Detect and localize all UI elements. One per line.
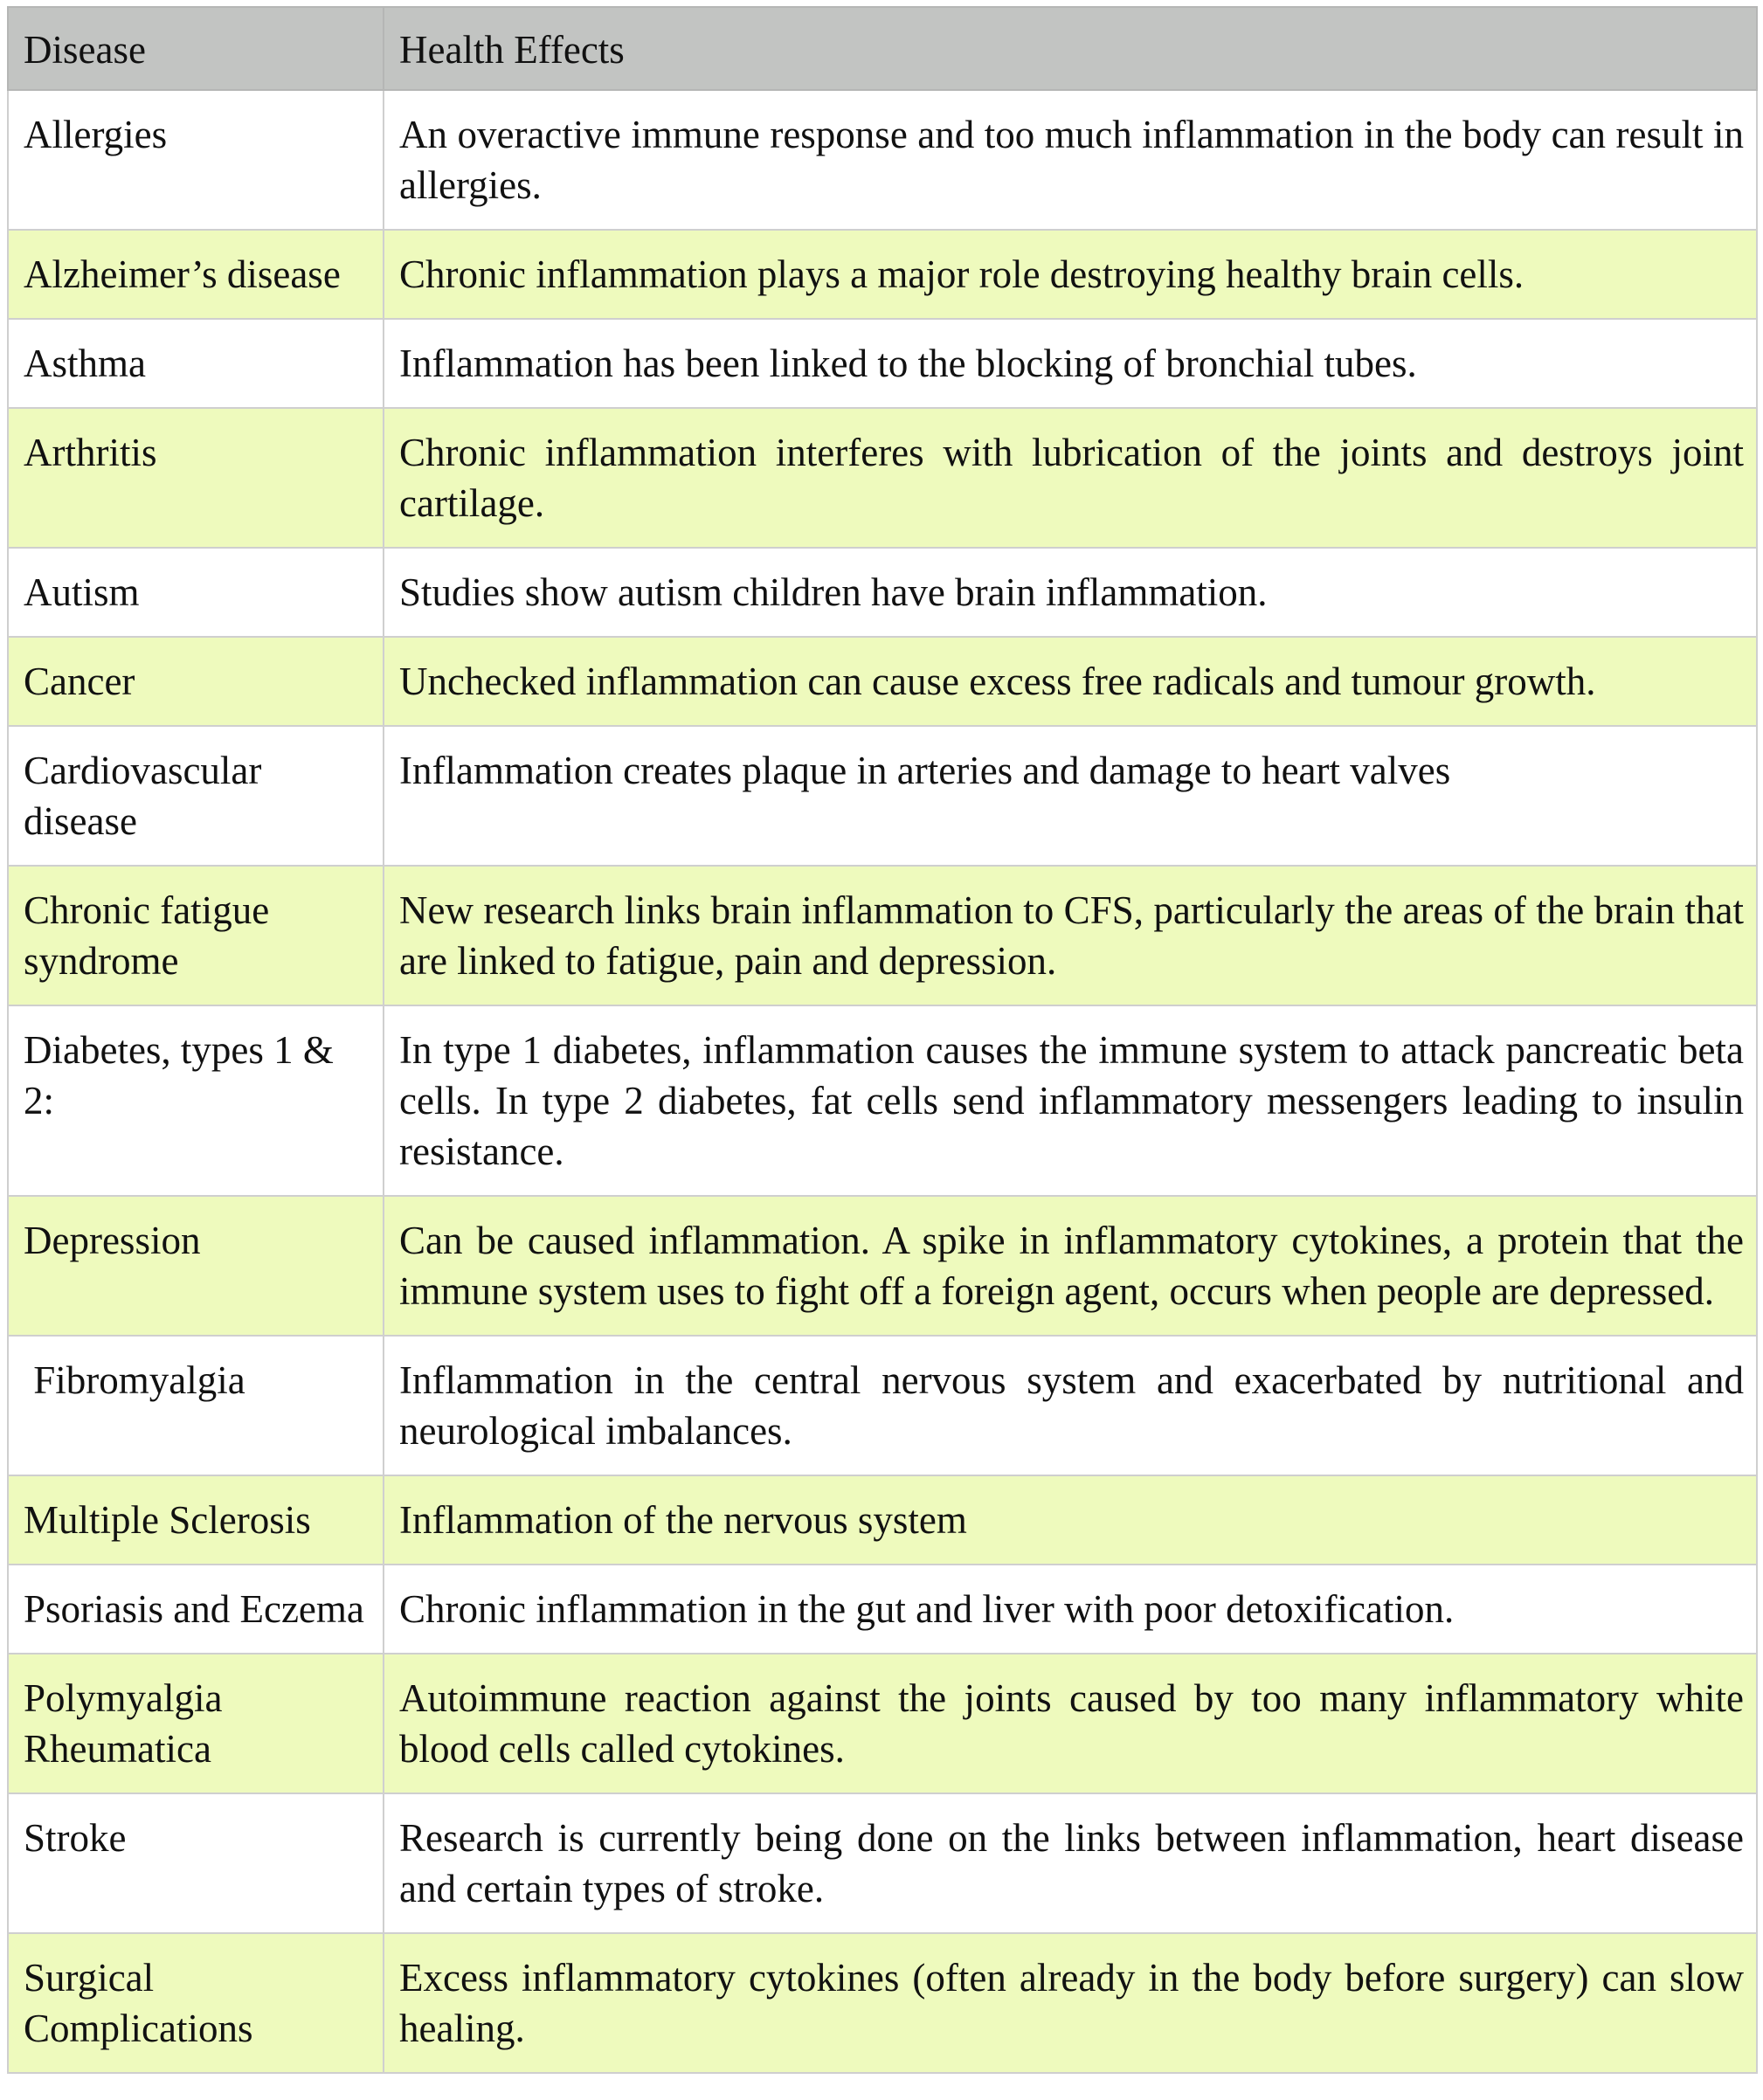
disease-cell: Surgical Complications — [8, 1933, 384, 2073]
table-row — [8, 230, 1757, 319]
table-row — [8, 1196, 1757, 1336]
effect-cell: New research links brain inflammation to CFS, particularly the areas of the brain that are linked to fatigue, pain and depression. — [384, 866, 1757, 1005]
table-row — [8, 866, 1757, 1005]
effect-cell: Autoimmune reaction against the joints caused by too many inflammatory white blood cells called cytokines. — [384, 1654, 1757, 1793]
effect-cell: Chronic inflammation interferes with lubrication of the joints and destroys joint cartilage. — [384, 408, 1757, 548]
table-header-row — [8, 7, 1757, 90]
table-row — [8, 548, 1757, 637]
effect-cell: Inflammation has been linked to the blocking of bronchial tubes. — [384, 319, 1757, 408]
disease-cell: Depression — [8, 1196, 384, 1336]
effect-cell: Inflammation creates plaque in arteries and damage to heart valves — [384, 726, 1757, 866]
table-row — [8, 1793, 1757, 1933]
table-row — [8, 1005, 1757, 1196]
disease-table-container — [7, 6, 1756, 2074]
effect-cell: Studies show autism children have brain inflammation. — [384, 548, 1757, 637]
effect-cell: Research is currently being done on the links between inflammation, heart disease and certain types of stroke. — [384, 1793, 1757, 1933]
disease-cell: Cancer — [8, 637, 384, 726]
disease-cell: Fibromyalgia — [8, 1336, 384, 1475]
table-row — [8, 319, 1757, 408]
table-row — [8, 1654, 1757, 1793]
table-row — [8, 1565, 1757, 1654]
table-row — [8, 726, 1757, 866]
effect-cell: An overactive immune response and too much inflammation in the body can result in allergies. — [384, 90, 1757, 230]
effect-cell: In type 1 diabetes, inflammation causes the immune system to attack pancreatic beta cells. In type 2 diabetes, fat cells send inflammatory messengers leading to insulin resistance. — [384, 1005, 1757, 1196]
table-row — [8, 1336, 1757, 1475]
disease-cell: Stroke — [8, 1793, 384, 1933]
disease-cell: Chronic fatigue syndrome — [8, 866, 384, 1005]
disease-cell: Diabetes, types 1 & 2: — [8, 1005, 384, 1196]
effect-cell: Chronic inflammation plays a major role destroying healthy brain cells. — [384, 230, 1757, 319]
disease-cell: Asthma — [8, 319, 384, 408]
effect-cell: Can be caused inflammation. A spike in inflammatory cytokines, a protein that the immune system uses to fight off a foreign agent, occurs when people are depressed. — [384, 1196, 1757, 1336]
header-health-effects: Health Effects — [384, 7, 1757, 90]
table-row — [8, 637, 1757, 726]
disease-cell: Alzheimer’s disease — [8, 230, 384, 319]
table-row — [8, 90, 1757, 230]
header-disease: Disease — [8, 7, 384, 90]
disease-cell: Autism — [8, 548, 384, 637]
effect-cell: Excess inflammatory cytokines (often already in the body before surgery) can slow healing. — [384, 1933, 1757, 2073]
table-row — [8, 1475, 1757, 1565]
effect-cell: Chronic inflammation in the gut and liver with poor detoxification. — [384, 1565, 1757, 1654]
disease-cell: Polymyalgia Rheumatica — [8, 1654, 384, 1793]
effect-cell: Inflammation in the central nervous system and exacerbated by nutritional and neurological imbalances. — [384, 1336, 1757, 1475]
disease-cell: Allergies — [8, 90, 384, 230]
disease-cell: Cardiovascular disease — [8, 726, 384, 866]
effect-cell: Unchecked inflammation can cause excess free radicals and tumour growth. — [384, 637, 1757, 726]
disease-cell: Multiple Sclerosis — [8, 1475, 384, 1565]
disease-cell: Psoriasis and Eczema — [8, 1565, 384, 1654]
disease-cell: Arthritis — [8, 408, 384, 548]
table-row — [8, 408, 1757, 548]
disease-effects-table — [7, 6, 1758, 2074]
table-row — [8, 1933, 1757, 2073]
effect-cell: Inflammation of the nervous system — [384, 1475, 1757, 1565]
